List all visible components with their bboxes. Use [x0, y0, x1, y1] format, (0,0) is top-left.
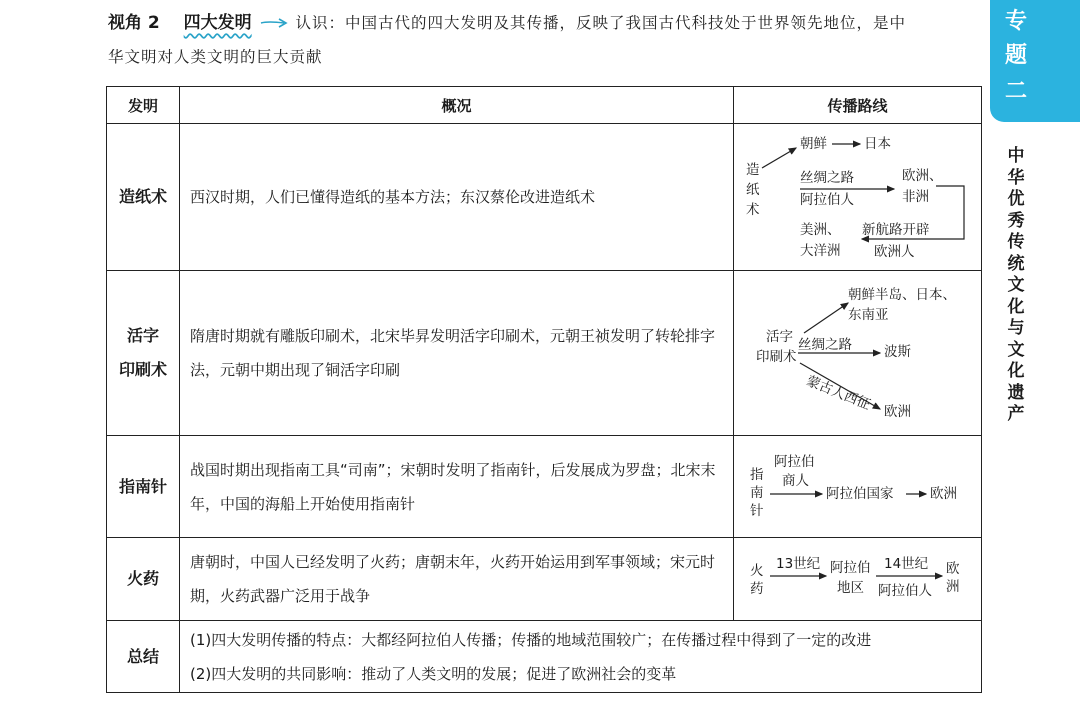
invention-name-line: 活字: [126, 326, 159, 345]
column-header: 发明: [107, 87, 180, 124]
table-row: [107, 271, 982, 436]
invention-name: 指南针: [107, 436, 180, 538]
route-node: 欧洲: [930, 486, 957, 502]
invention-desc: 唐朝时，中国人已经发明了火药；唐朝末年，火药开始运用到军事领域；宋元时期，火药武器广泛用于战争: [180, 538, 734, 621]
invention-name: 火药: [107, 538, 180, 621]
summary-content: [180, 621, 982, 693]
route-origin: 火药: [750, 563, 764, 597]
route-node: 阿拉伯: [830, 560, 871, 576]
section-topic: 四大发明: [183, 13, 252, 33]
route-label: 13世纪: [776, 556, 821, 572]
route-origin: 指南针: [750, 467, 764, 519]
topic-tab-char: 题: [1004, 43, 1027, 68]
table-row: [107, 538, 982, 621]
section-header: [108, 8, 906, 33]
route-label: 阿拉伯人: [800, 192, 854, 208]
route-label: 欧洲人: [874, 244, 915, 260]
route-origin: 印刷术: [756, 349, 797, 365]
summary-label: 总结: [107, 621, 180, 693]
invention-name-line: 印刷术: [118, 360, 167, 379]
route-node: 阿拉伯国家: [826, 486, 894, 502]
route-arrows: [734, 124, 982, 271]
route-label: 阿拉伯人: [878, 583, 932, 599]
topic-tab-char: 专: [1004, 9, 1027, 34]
route-node: 朝鲜半岛、日本、: [848, 287, 956, 303]
route-node: 日本: [864, 136, 891, 152]
route-arrows: [734, 538, 982, 621]
route-label: 蒙古人西征: [804, 373, 873, 414]
inventions-table: [106, 86, 982, 693]
route-diagram: [734, 124, 982, 271]
table-row: [107, 436, 982, 538]
route-label: 丝绸之路: [800, 170, 854, 186]
route-label: 14世纪: [884, 556, 929, 572]
route-node: 美洲、: [800, 222, 841, 238]
section-label: 视角 2: [108, 13, 160, 33]
route-arrows: [734, 271, 982, 436]
invention-desc: 西汉时期，人们已懂得造纸的基本方法；东汉蔡伦改进造纸术: [180, 124, 734, 271]
route-arrows: [734, 436, 982, 538]
table-row: [107, 124, 982, 271]
arrow-right-icon: [260, 18, 288, 28]
summary-line: (2)四大发明的共同影响：推动了人类文明的发展；促进了欧洲社会的变革: [190, 664, 677, 683]
invention-name: [107, 271, 180, 436]
table-header-row: [107, 87, 982, 124]
route-diagram: [734, 538, 982, 621]
invention-name: 造纸术: [107, 124, 180, 271]
route-origin: 活字: [766, 329, 793, 345]
route-label: 丝绸之路: [798, 337, 852, 353]
summary-line: (1)四大发明传播的特点：大都经阿拉伯人传播；传播的地域范围较广；在传播过程中得到了一定的改进: [190, 630, 872, 649]
route-node: 欧洲: [884, 404, 911, 420]
route-node: 大洋洲: [800, 243, 841, 259]
route-label: 新航路开辟: [862, 222, 930, 238]
topic-tab: [990, 0, 1080, 122]
route-label: 商人: [782, 473, 809, 489]
topic-tab-char: 二: [1004, 79, 1027, 104]
route-node: 地区: [837, 580, 864, 596]
invention-desc: 隋唐时期就有雕版印刷术，北宋毕昇发明活字印刷术，元朝王祯发明了转轮排字法，元朝中期出现了铜活字印刷: [180, 271, 734, 436]
column-header: 传播路线: [734, 87, 982, 124]
route-node: 欧洲: [946, 561, 960, 595]
invention-desc: 战国时期出现指南工具“司南”；宋朝时发明了指南针，后发展成为罗盘；北宋末年，中国的海船上开始使用指南针: [180, 436, 734, 538]
route-node: 东南亚: [848, 307, 889, 323]
column-header: 概况: [180, 87, 734, 124]
side-title: 中华优秀传统文化与文化遗产: [1007, 146, 1025, 424]
route-origin: 造纸术: [746, 162, 760, 218]
route-node: 欧洲、: [902, 168, 943, 184]
route-diagram: [734, 271, 982, 436]
route-node: 朝鲜: [800, 136, 827, 152]
header-note-line1: 认识：中国古代的四大发明及其传播，反映了我国古代科技处于世界领先地位，是中: [295, 14, 907, 32]
route-node: 非洲: [902, 189, 929, 205]
route-diagram: [734, 436, 982, 538]
route-label: 阿拉伯: [774, 454, 815, 470]
summary-row: [107, 621, 982, 693]
route-node: 波斯: [884, 344, 911, 360]
header-note-line2: 华文明对人类文明的巨大贡献: [108, 48, 323, 66]
